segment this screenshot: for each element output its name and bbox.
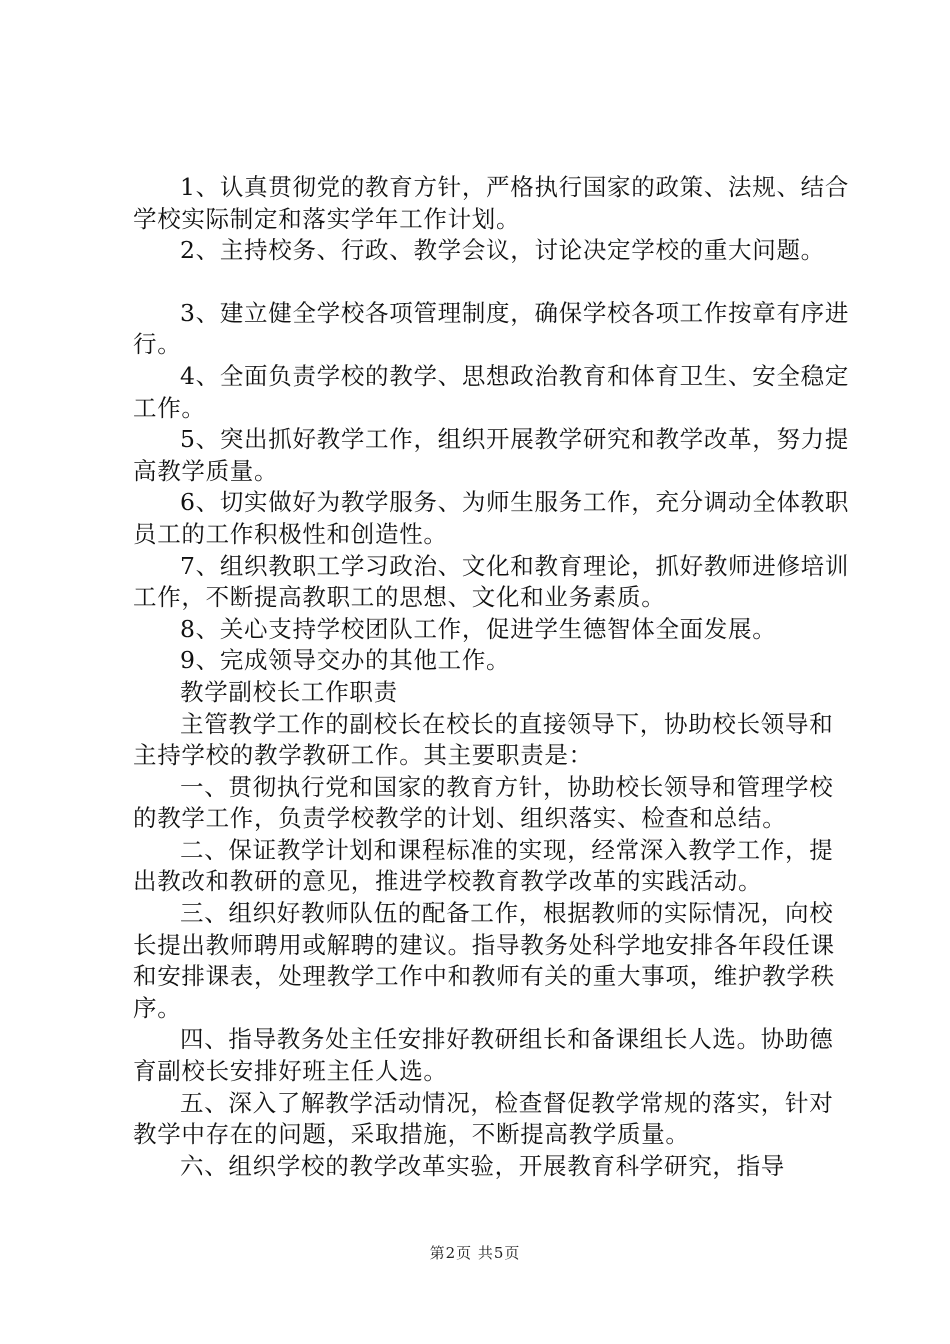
paragraph-duty-7: 7、组织教职工学习政治、文化和教育理论，抓好教师进修培训工作，不断提高教职工的思想、文化和业务素质。 — [133, 551, 850, 612]
section-heading: 教学副校长工作职责 — [180, 677, 398, 706]
paragraph-duty-3: 3、建立健全学校各项管理制度，确保学校各项工作按章有序进行。 — [133, 298, 850, 359]
paragraph-item-3: 三、组织好教师队伍的配备工作，根据教师的实际情况，向校长提出教师聘用或解聘的建议。指导教务处科学地安排各年段任课和安排课表，处理教学工作中和教师有关的重大事项，维护教学秩序。 — [133, 899, 835, 1022]
paragraph-duty-4: 4、全面负责学校的教学、思想政治教育和体育卫生、安全稳定工作。 — [133, 361, 850, 422]
paragraph-item-5: 五、深入了解教学活动情况，检查督促教学常规的落实，针对教学中存在的问题，采取措施，不断提高教学质量。 — [133, 1088, 834, 1149]
paragraph-duty-6: 6、切实做好为教学服务、为师生服务工作，充分调动全体教职员工的工作积极性和创造性。 — [133, 488, 850, 548]
paragraph-item-6: 六、组织学校的教学改革实验，开展教育科学研究，指导 — [180, 1151, 785, 1180]
paragraph-duty-8: 8、关心支持学校团队工作，促进学生德智体全面发展。 — [180, 614, 777, 643]
paragraph-duty-1: 1、认真贯彻党的教育方针，严格执行国家的政策、法规、结合学校实际制定和落实学年工作计划。 — [133, 173, 850, 233]
paragraph-intro: 主管教学工作的副校长在校长的直接领导下，协助校长领导和主持学校的教学教研工作。其主要职责是： — [133, 709, 834, 770]
paragraph-item-2: 二、保证教学计划和课程标准的实现，经常深入教学工作，提出教改和教研的意见，推进学校教育教学改革的实践活动。 — [133, 835, 834, 896]
paragraph-duty-9: 9、完成领导交办的其他工作。 — [180, 646, 511, 675]
paragraph-duty-2: 2、主持校务、行政、教学会议，讨论决定学校的重大问题。 — [180, 236, 825, 265]
document-body — [133, 172, 853, 1182]
page-number-footer: 第2页 共5页 — [429, 1244, 521, 1262]
paragraph-item-4: 四、指导教务处主任安排好教研组长和备课组长人选。协助德育副校长安排好班主任人选。 — [133, 1025, 834, 1086]
paragraph-duty-5: 5、突出抓好教学工作，组织开展教学研究和教学改革，努力提高教学质量。 — [133, 425, 850, 485]
paragraph-item-1: 一、贯彻执行党和国家的教育方针，协助校长领导和管理学校的教学工作，负责学校教学的计划、组织落实、检查和总结。 — [133, 772, 834, 833]
